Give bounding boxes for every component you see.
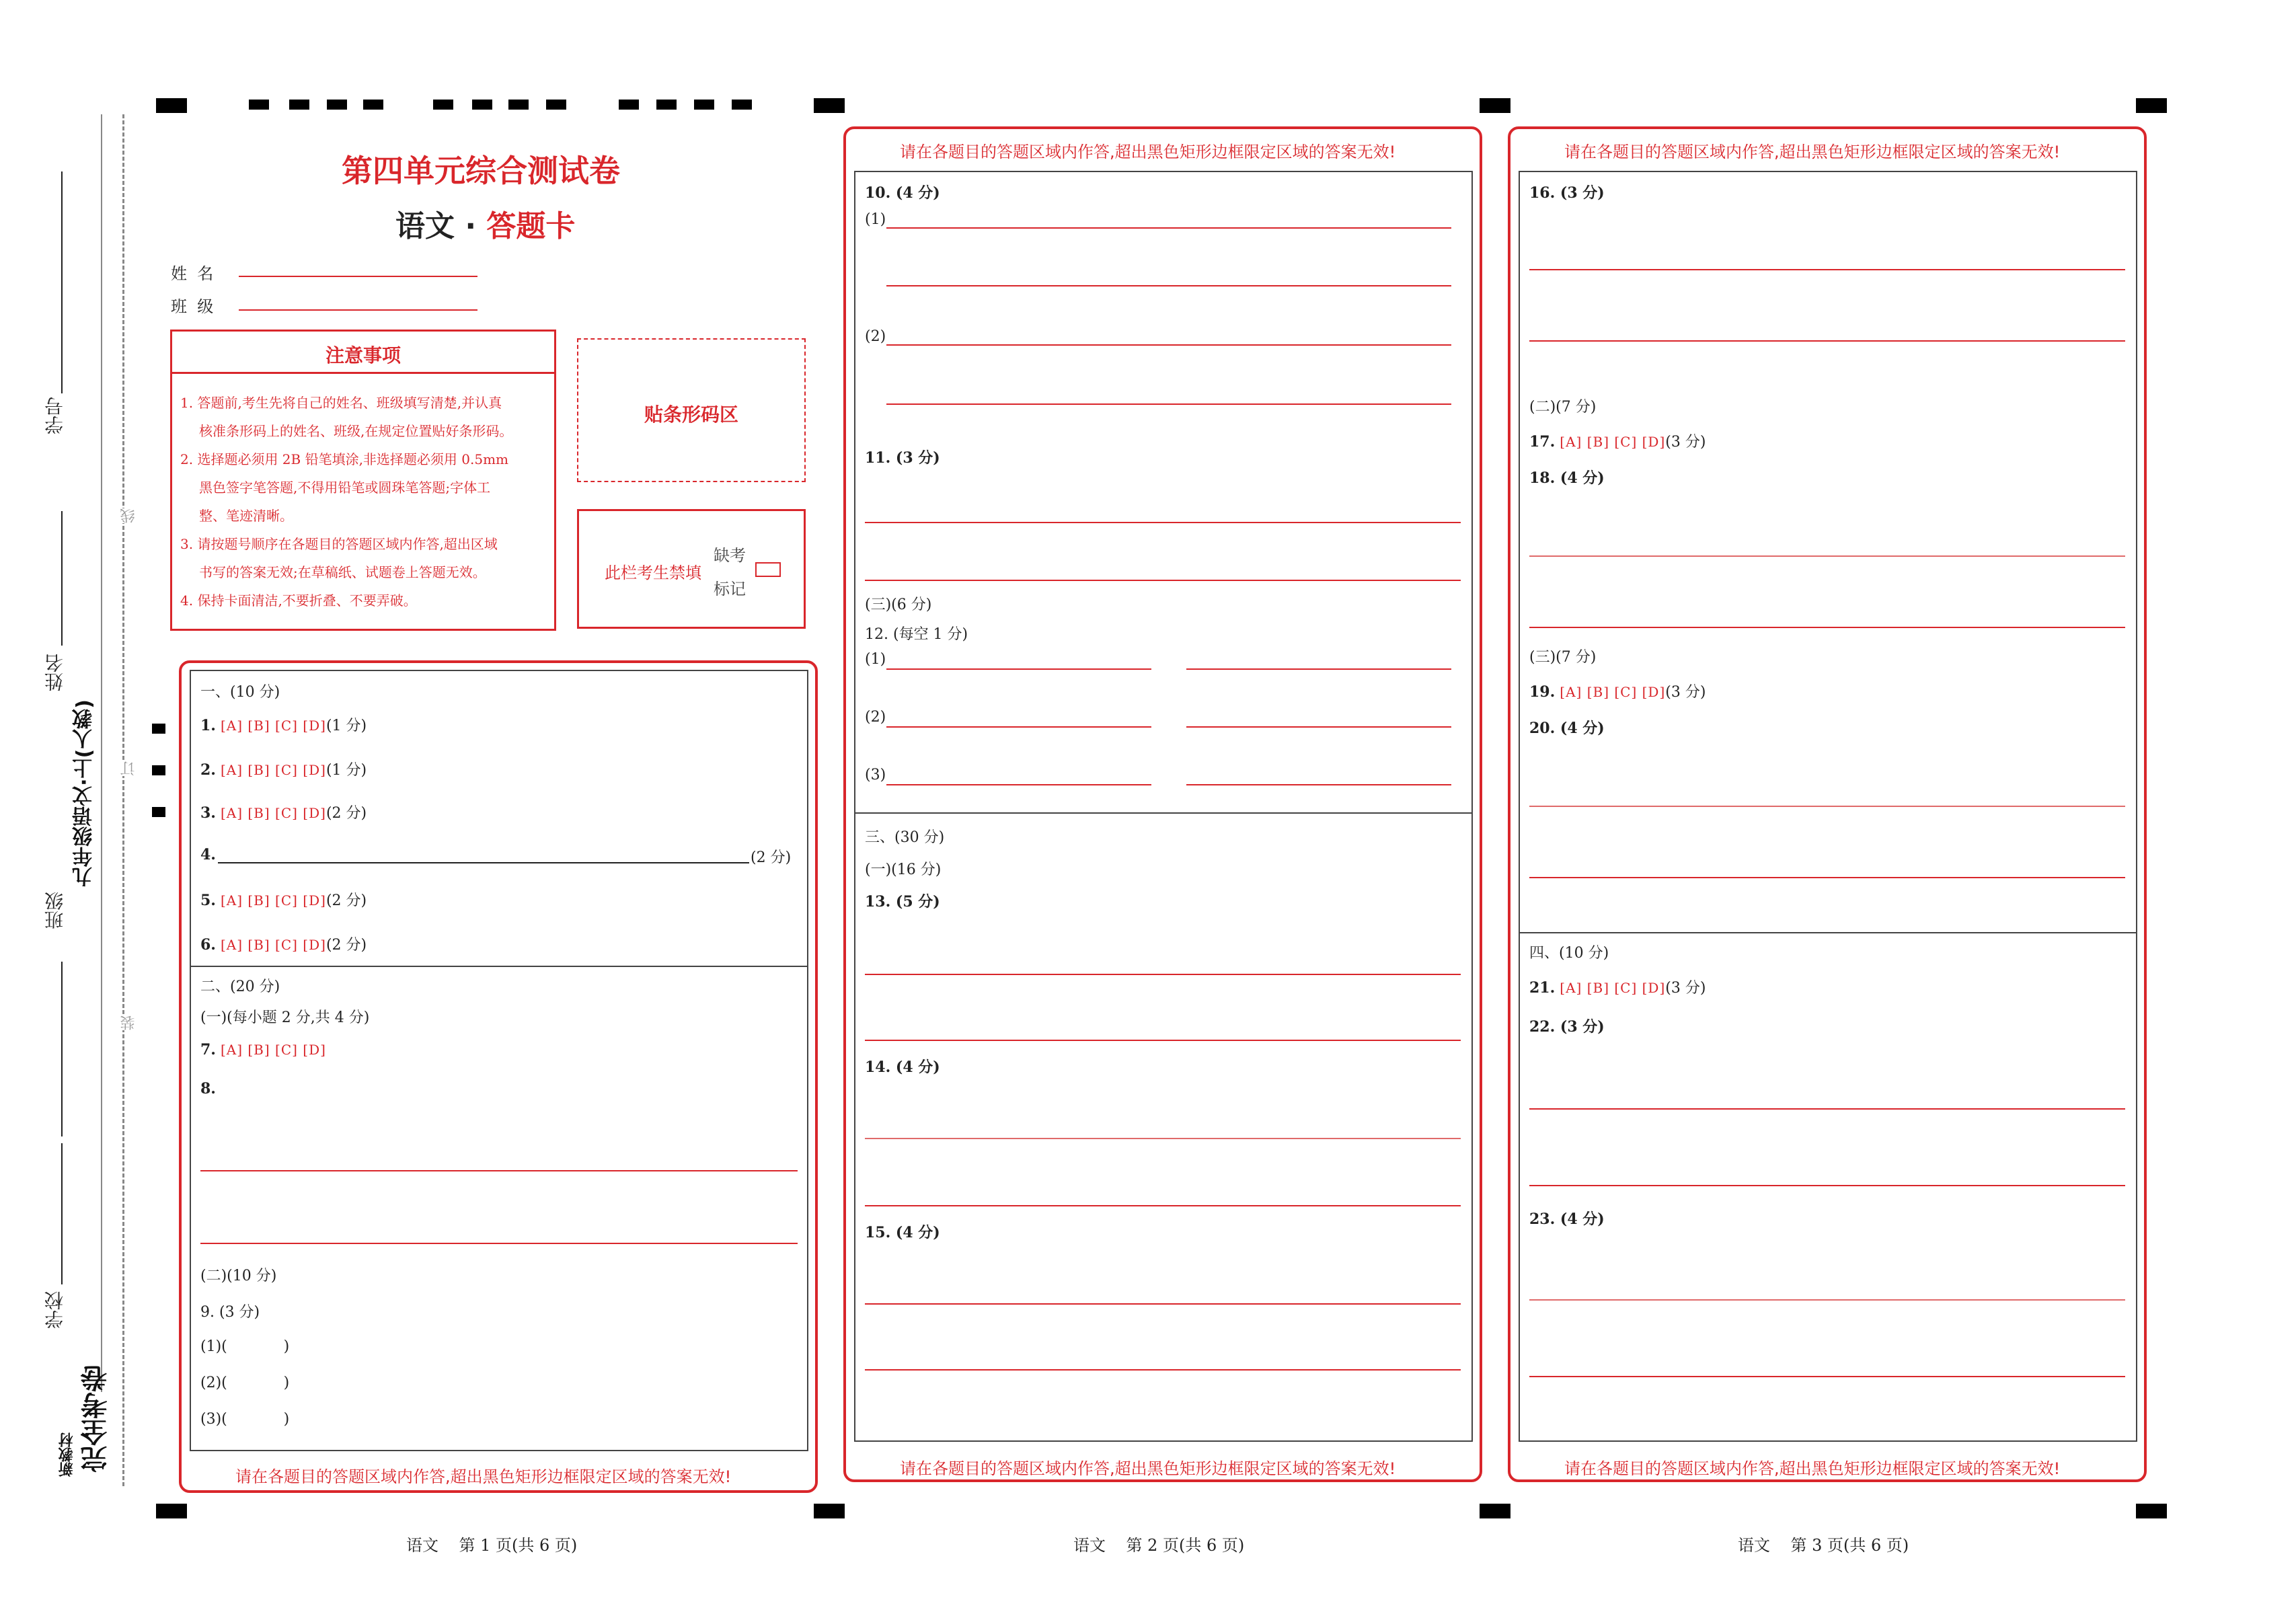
section-two-heading: 二、(20 分) [200, 978, 280, 995]
q10-label: 10. (4 分) [865, 184, 940, 202]
cut-line-zhuang: 装 [118, 1015, 139, 1030]
q7[interactable]: 7. [A] [B] [C] [D] [200, 1041, 326, 1058]
page1-footer: 语文 第 1 页(共 6 页) [406, 1536, 578, 1555]
page2-warning-top: 请在各题目的答题区域内作答,超出黑色矩形边框限定区域的答案无效! [900, 143, 1396, 161]
q6[interactable]: 6. [A] [B] [C] [D](2 分) [200, 936, 367, 954]
absent-checkbox[interactable] [755, 562, 781, 577]
q23-line-2[interactable] [1529, 1376, 2125, 1377]
section-three-heading: 三、(30 分) [865, 829, 945, 846]
q8-line-2[interactable] [200, 1243, 798, 1244]
q9-blank-1[interactable]: (1)( ) [200, 1338, 290, 1355]
q10-line-4[interactable] [886, 403, 1451, 405]
q14-line-2[interactable] [865, 1205, 1461, 1206]
q16-line-2[interactable] [1529, 340, 2125, 342]
page3-warning-top: 请在各题目的答题区域内作答,超出黑色矩形边框限定区域的答案无效! [1564, 143, 2061, 161]
exam-title: 第四单元综合测试卷 [342, 153, 620, 189]
q10-line-3[interactable] [886, 344, 1451, 346]
section-one-heading: 一、(10 分) [200, 684, 280, 701]
q22-line-1[interactable] [1529, 1108, 2125, 1110]
absent-label-a: 缺考 [714, 546, 746, 565]
q23-label: 23. (4 分) [1529, 1210, 1605, 1228]
q12-sub2: (2) [865, 709, 886, 726]
q9-blank-3[interactable]: (3)( ) [200, 1411, 290, 1428]
q15-label: 15. (4 分) [865, 1224, 940, 1241]
notice-item: 核准条形码上的姓名、班级,在规定位置贴好条形码。 [199, 423, 513, 439]
q13-line-1[interactable] [865, 974, 1461, 975]
q3[interactable]: 3. [A] [B] [C] [D](2 分) [200, 804, 367, 822]
page1-inner-box [190, 670, 808, 1451]
q12-line-1b[interactable] [1186, 668, 1451, 670]
cut-line-ding: 订 [118, 761, 139, 776]
section-3-two: (二)(7 分) [1529, 399, 1597, 416]
q12-line-2b[interactable] [1186, 726, 1451, 728]
absent-box [577, 509, 806, 629]
q20-label: 20. (4 分) [1529, 720, 1605, 737]
q18-label: 18. (4 分) [1529, 469, 1605, 487]
q10-line-1[interactable] [886, 227, 1451, 229]
name-field[interactable] [239, 276, 477, 277]
notice-box [170, 330, 556, 631]
q22-label: 22. (3 分) [1529, 1018, 1605, 1036]
exam-subtitle: 语文 · 答题卡 [395, 209, 576, 243]
q15-line-1[interactable] [865, 1303, 1461, 1305]
page1-warning: 请在各题目的答题区域内作答,超出黑色矩形边框限定区域的答案无效! [235, 1467, 732, 1486]
q11-line-2[interactable] [865, 580, 1461, 581]
q23-line-1[interactable] [1529, 1299, 2125, 1301]
q12-sub1: (1) [865, 651, 886, 668]
notice-item: 书写的答案无效;在草稿纸、试题卷上答题无效。 [199, 564, 486, 580]
q10-sub1: (1) [865, 211, 886, 228]
q17[interactable]: 17. [A] [B] [C] [D](3 分) [1529, 433, 1706, 451]
cut-line-xian: 线 [118, 508, 139, 523]
q12-line-3a[interactable] [886, 784, 1151, 785]
q9-blank-2[interactable]: (2)( ) [200, 1375, 290, 1391]
q12-line-1a[interactable] [886, 668, 1151, 670]
absent-label-b: 标记 [714, 580, 746, 599]
q16-label: 16. (3 分) [1529, 184, 1605, 202]
q1[interactable]: 1. [A] [B] [C] [D](1 分) [200, 717, 367, 734]
q2[interactable]: 2. [A] [B] [C] [D](1 分) [200, 761, 367, 779]
q22-line-2[interactable] [1529, 1185, 2125, 1186]
page3-warning-bottom: 请在各题目的答题区域内作答,超出黑色矩形边框限定区域的答案无效! [1564, 1459, 2061, 1478]
q18-line-1[interactable] [1529, 555, 2125, 557]
class-field[interactable] [239, 309, 477, 311]
notice-item: 3. 请按题号顺序在各题目的答题区域内作答,超出区域 [180, 536, 498, 552]
brand-logo: 新教材 完全考卷 [59, 1365, 112, 1477]
school-label: 学校 [44, 1291, 66, 1329]
section-three-a: (一)(16 分) [865, 861, 942, 878]
q10-line-2[interactable] [886, 285, 1451, 286]
q5[interactable]: 5. [A] [B] [C] [D](2 分) [200, 892, 367, 909]
q16-line-1[interactable] [1529, 269, 2125, 270]
notice-title: 注意事项 [325, 344, 401, 367]
q20-line-1[interactable] [1529, 806, 2125, 807]
q8-label: 8. [200, 1080, 216, 1097]
q12-line-3b[interactable] [1186, 784, 1451, 785]
page2-inner-box [854, 171, 1473, 1442]
q8-line-1[interactable] [200, 1170, 798, 1171]
page2-footer: 语文 第 2 页(共 6 页) [1073, 1536, 1245, 1555]
q4-answer-line[interactable] [218, 862, 749, 863]
q4-label: 4. [200, 846, 216, 863]
q13-label: 13. (5 分) [865, 893, 940, 911]
q12-label: 12. (每空 1 分) [865, 626, 968, 643]
section-2-three: (三)(6 分) [865, 596, 932, 613]
section-3-three: (三)(7 分) [1529, 649, 1597, 666]
q19[interactable]: 19. [A] [B] [C] [D](3 分) [1529, 683, 1706, 701]
q13-line-2[interactable] [865, 1040, 1461, 1041]
q20-line-2[interactable] [1529, 877, 2125, 878]
student-id-label: 学号 [44, 397, 66, 434]
notice-item: 4. 保持卡面清洁,不要折叠、不要弄破。 [180, 592, 417, 609]
notice-item: 2. 选择题必须用 2B 铅笔填涂,非选择题必须用 0.5mm [180, 451, 509, 467]
q11-line-1[interactable] [865, 522, 1461, 523]
page3-footer: 语文 第 3 页(共 6 页) [1738, 1536, 1909, 1555]
student-name-label: 姓名 [44, 654, 66, 691]
q11-label: 11. (3 分) [865, 449, 940, 467]
q4-points: (2 分) [751, 849, 792, 866]
q18-line-2[interactable] [1529, 627, 2125, 628]
class-field-label: 班 级 [171, 297, 214, 316]
barcode-label: 贴条形码区 [644, 403, 738, 426]
barcode-area[interactable] [577, 338, 806, 482]
q14-line-1[interactable] [865, 1138, 1461, 1139]
q9-label: 9. (3 分) [200, 1304, 260, 1321]
page2-warning-bottom: 请在各题目的答题区域内作答,超出黑色矩形边框限定区域的答案无效! [900, 1459, 1396, 1478]
name-label: 姓 名 [171, 264, 214, 283]
section-four-heading: 四、(10 分) [1529, 945, 1609, 962]
notice-item: 整、笔迹清晰。 [199, 508, 293, 524]
notice-item: 黑色签字笔答题,不得用铅笔或圆珠笔答题;字体工 [199, 479, 491, 496]
notice-item: 1. 答题前,考生先将自己的姓名、班级填写清楚,并认真 [180, 395, 502, 411]
q15-line-2[interactable] [865, 1369, 1461, 1371]
section-two-b: (二)(10 分) [200, 1268, 277, 1284]
section-two-a: (一)(每小题 2 分,共 4 分) [200, 1009, 370, 1026]
q21[interactable]: 21. [A] [B] [C] [D](3 分) [1529, 979, 1706, 997]
class-label: 班级 [44, 892, 66, 929]
q10-sub2: (2) [865, 328, 886, 345]
absent-note: 此栏考生禁填 [605, 564, 701, 582]
q14-label: 14. (4 分) [865, 1058, 940, 1076]
q12-line-2a[interactable] [886, 726, 1151, 728]
grade-label: 九年级语文·上(人教) [73, 699, 96, 887]
q12-sub3: (3) [865, 767, 886, 783]
